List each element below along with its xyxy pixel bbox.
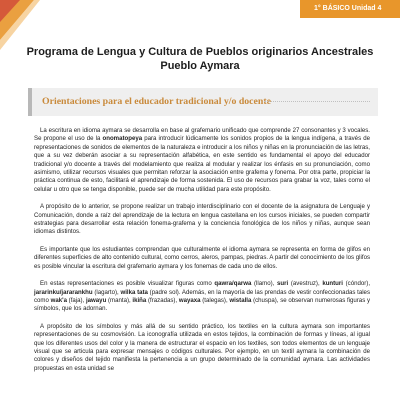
title-line-2: Pueblo Aymara	[160, 60, 240, 72]
page-title	[0, 45, 400, 73]
title-line-1: Programa de Lengua y Cultura de Pueblos originarios Ancestrales	[26, 46, 374, 58]
aymara-word: suri	[277, 280, 289, 288]
aymara-word: wistalla	[229, 296, 252, 304]
paragraph-5: A propósito de los símbolos y más allá de su sentido práctico, los textiles en la cultura aymara son importantes representaciones de su cosmovisión. La iconografía utilizada en estos tejidos, la combinación de formas y líneas, al igual que los diferentes usos del color y la manera de estructurar el espacio en los textiles, son todos elementos de un lenguaje visual que se articula para expresar mensajes o códigos culturales. Por ejemplo, en un textil aymara la combinación de colores y diseños del tejido manifiesta la pertenencia a un grupo determinado de la comunidad aymara. Las actividades propuestas en esta unidad se	[34, 322, 370, 372]
aymara-word: jawayu	[85, 296, 107, 304]
aymara-word: qawra/qarwa	[214, 280, 252, 288]
aymara-word: wak'a	[50, 296, 67, 304]
section-title: Orientaciones para el educador tradicional y/o docente	[42, 96, 271, 107]
paragraph-1: La escritura en idioma aymara se desarrolla en base al grafemario unificado que comprende 27 consonantes y 3 vocales. Se propone el uso de la onomatopeya para introducir lúdicamente los sonidos propios de la lengua indígena, a través de representaciones de sonidos de elementos de la naturaleza e introducir a los niños y niñas en la pronunciación de las letras, que a su vez deberán asociar a su representación alfabética, en este sentido es fundamental el apoyo del educador tradicional y/o docente a través del modelamiento que realiza al modular y realizar los énfasis en su pronunciación, como asimismo, utilizar recursos visuales que permitan reforzar la asociación entre grafema y fonema. Por otra parte, propiciar la práctica continua de esto, facilitará el aprendizaje de forma sostenida. El uso de recursos para grabar la voz, tales como el celular u otro que se tenga disponible, puede ser de mucha utilidad para este propósito.	[34, 127, 370, 193]
section-divider	[264, 101, 370, 102]
aymara-word: ikiña	[132, 296, 147, 304]
section-header	[28, 88, 378, 116]
body-text	[34, 127, 370, 382]
paragraph-2: A propósito de lo anterior, se propone realizar un trabajo interdisciplinario con el docente de la asignatura de Lenguaje y Comunicación, donde a raíz del aprendizaje de la lectura en lengua castellana en los cursos iniciales, se pueden compartir estrategias para desarrollar esta relación fonema-grafema y la conciencia fonológica de los niños y niñas, aunque sean idiomas distintos.	[34, 203, 370, 236]
paragraph-3: Es importante que los estudiantes comprendan que culturalmente el idioma aymara se representa en forma de glifos en diferentes superficies de alto contenido cultural, como cerros, aleros, pampas, piedras. A partir del conocimiento de los glifos es posible vincular la escritura del grafemario aymara y los fonemas de cada uno de ellos.	[34, 245, 371, 270]
aymara-word: wilka tata	[120, 288, 148, 296]
keyword-onomatopeya: onomatopeya	[102, 135, 143, 143]
paragraph-4: En estas representaciones es posible visualizar figuras como qawra/qarwa (llamo), suri (avestruz), kunturi (cóndor), jararinku/jararankhu (lagarto), wilka tata (padre sol). Además, en la mayoría de las prendas de vestir confeccionadas tales como wak'a (faja), jawayu (manta), ikiña (frazadas), wayaxa (talegas), wistalla (chuspa), se observan numerosas figuras y símbolos, que los adornan.	[34, 280, 371, 313]
aymara-word: jararinku/jararankhu	[34, 288, 93, 296]
aymara-word: kunturi	[322, 280, 343, 288]
grade-unit-label: 1° BÁSICO Unidad 4	[314, 5, 382, 12]
aymara-word: wayaxa	[178, 296, 201, 304]
grade-unit-badge	[300, 0, 400, 18]
